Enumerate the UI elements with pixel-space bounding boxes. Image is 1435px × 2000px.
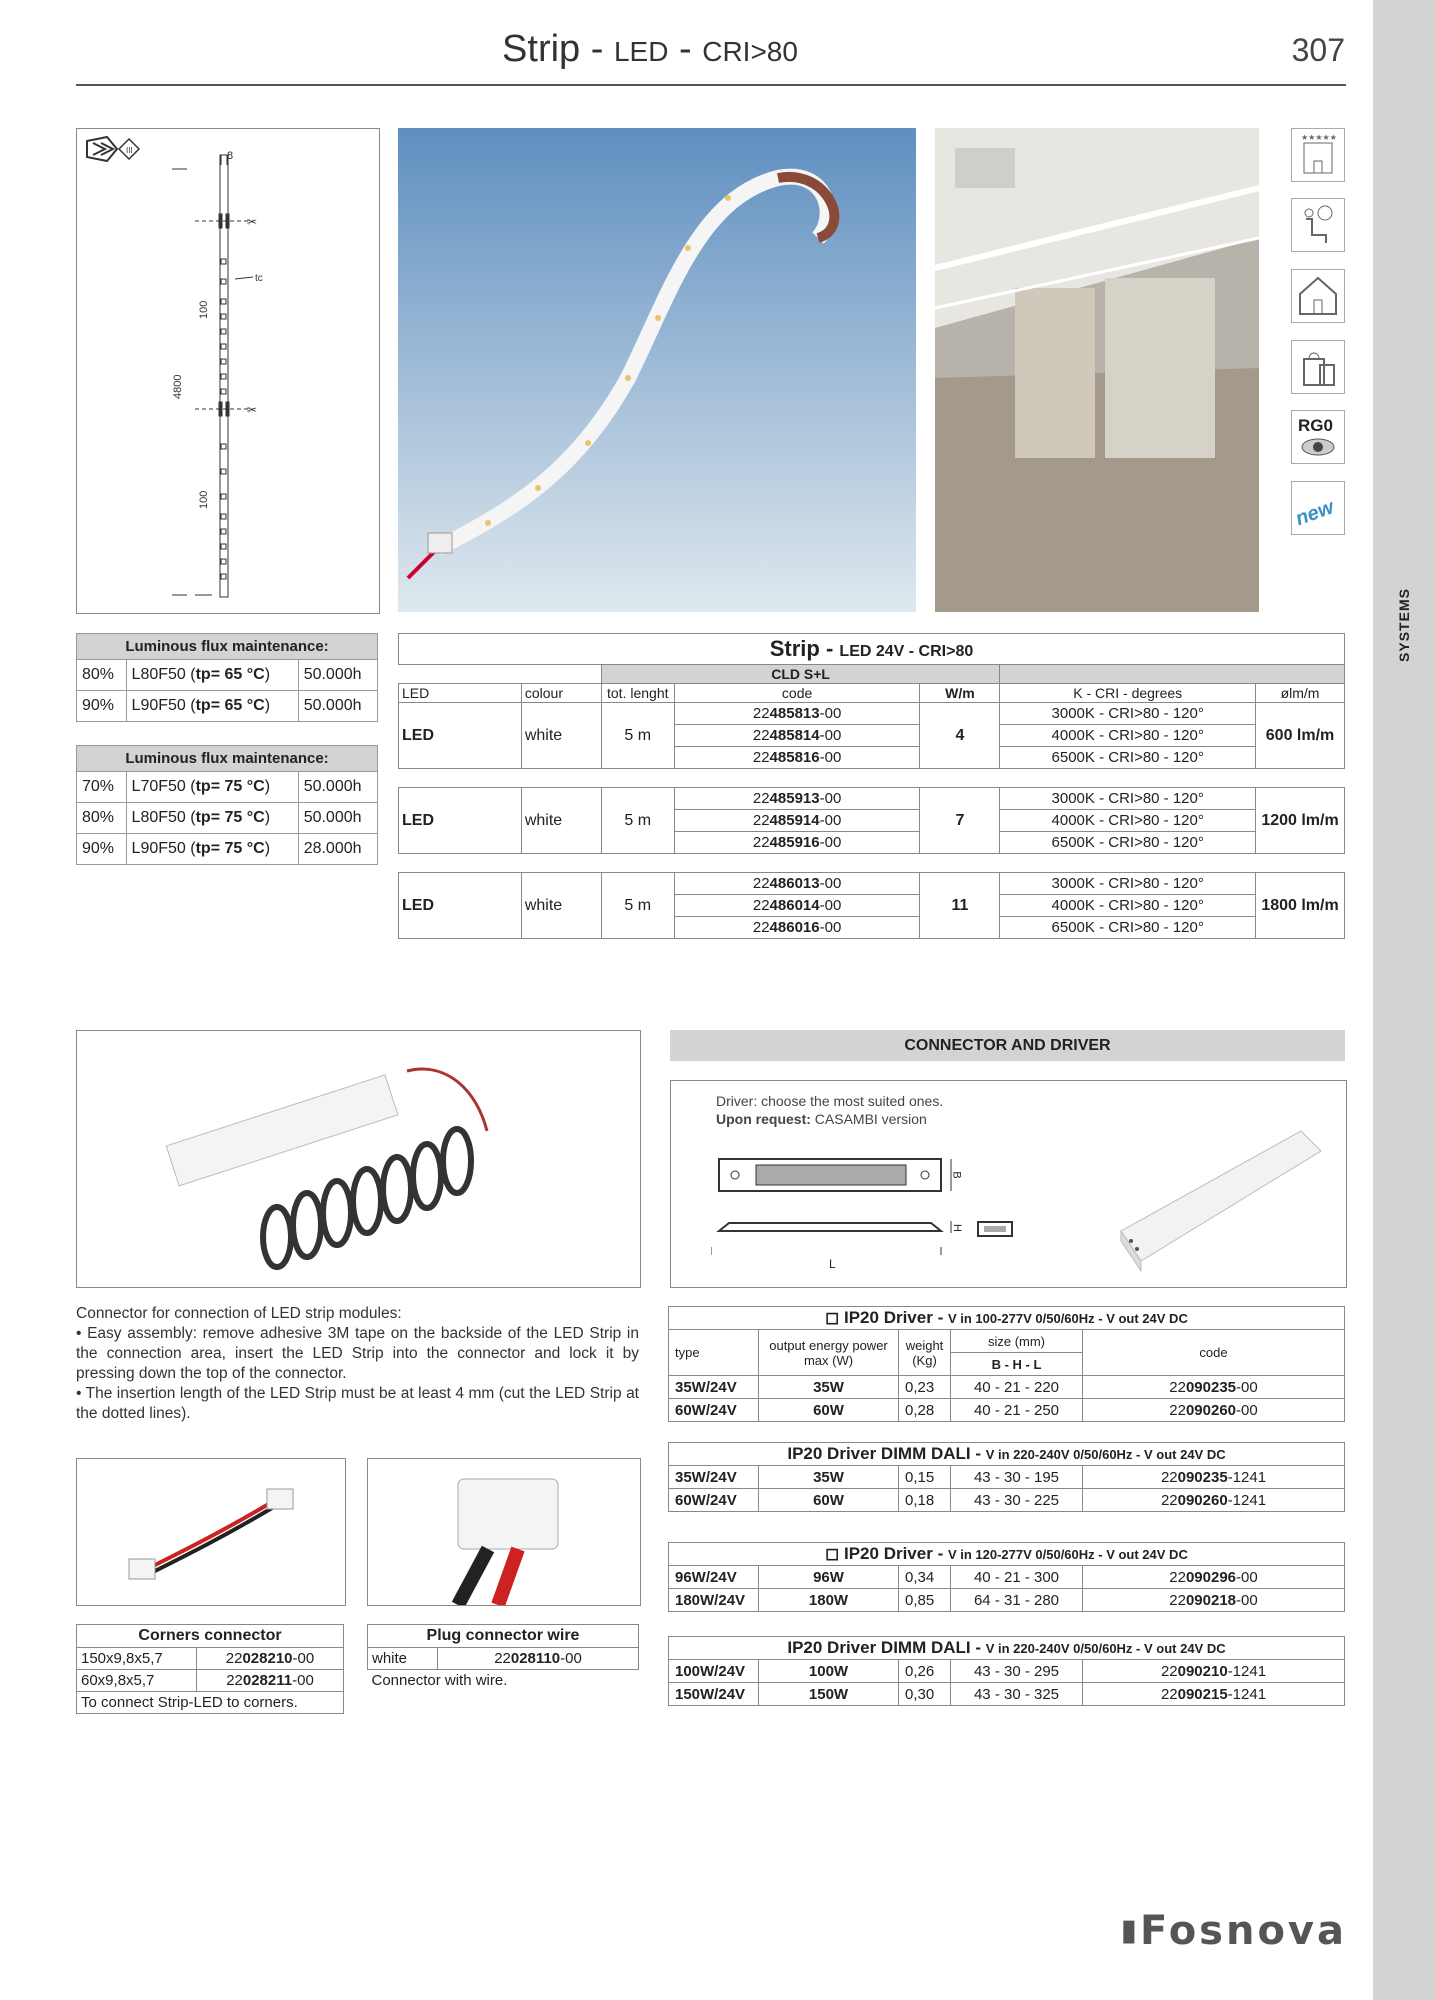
svg-text:III: III xyxy=(126,146,133,155)
brand-logo: ▮Fosnova xyxy=(1120,1908,1347,1954)
driver-table-4: IP20 Driver DIMM DALI - V in 220-240V 0/50/60Hz - V out 24V DC 100W/24V 100W 0,26 43 - 30 - 295 22090210-1241 150W/24V 150W 0,30 43 - 30 - 325 22090215-1241 xyxy=(668,1636,1345,1706)
home-icon xyxy=(1291,269,1345,323)
table-row: 150W/24V 150W 0,30 43 - 30 - 325 22090215-1241 xyxy=(669,1683,1345,1706)
lum-table-2 xyxy=(76,745,378,865)
svg-text:✂: ✂ xyxy=(247,403,258,417)
certification-icon xyxy=(87,137,139,161)
page-number: 307 xyxy=(1291,32,1345,68)
hotel-icon xyxy=(1291,128,1345,182)
table-row: LED white 5 m 22485813-00 4 3000K - CRI>80 - 120° 600 lm/m xyxy=(399,703,1345,725)
table-row: 90% L90F50 (tp= 75 °C) 28.000h xyxy=(77,834,378,865)
table-row: 80% L80F50 (tp= 65 °C) 50.000h xyxy=(77,660,378,691)
plug-table: Plug connector wire white 22028110-00 Connector with wire. xyxy=(367,1624,639,1691)
office-icon xyxy=(1291,198,1345,252)
table-row: 80% L80F50 (tp= 75 °C) 50.000h xyxy=(77,803,378,834)
interior-photo xyxy=(935,128,1259,612)
header-rule xyxy=(76,84,1346,86)
svg-text:★★★★★: ★★★★★ xyxy=(1301,133,1337,142)
request-note: Upon request: CASAMBI version xyxy=(716,1111,927,1127)
brand-mark-icon: ▮ xyxy=(1120,1913,1140,1948)
table-row: 180W/24V 180W 0,85 64 - 31 - 280 22090218-00 xyxy=(669,1589,1345,1612)
lum-title: Luminous flux maintenance: xyxy=(77,634,378,660)
table-row: 22485916-00 6500K - CRI>80 - 120° xyxy=(399,832,1345,854)
shopping-icon xyxy=(1291,340,1345,394)
driver-table-3: ◻ IP20 Driver - V in 120-277V 0/50/60Hz - V out 24V DC 96W/24V 96W 0,34 40 - 21 - 300 22090296-00 180W/24V 180W 0,85 64 - 31 - 280 22090218-00 xyxy=(668,1542,1345,1612)
table-row: 35W/24V 35W 0,15 43 - 30 - 195 22090235-1241 xyxy=(669,1466,1345,1489)
svg-text:✂: ✂ xyxy=(247,215,258,229)
table-row: 60W/24V 60W 0,28 40 - 21 - 250 22090260-00 xyxy=(669,1399,1345,1422)
dim-l: L xyxy=(829,1257,836,1271)
technical-drawing xyxy=(76,128,380,614)
dim-b: B xyxy=(950,1171,963,1179)
strip-table: Strip - LED 24V - CRI>80 CLD S+L LED colour tot. lenght code W/m K - CRI - degrees ølm/m LED white 5 m 22485813-00 4 3000K - CRI>80 - 120° 600 lm/m 22485814-00 4000K - CRI>80 - 120° 22485816-00 6500K - CRI>80 - 120° LED white 5 m 22485913-00 7 3000K - CRI>80 - 120° 1200 lm/m 22485914-00 4000K - CRI>80 - 120° 22485916-00 6500K - CRI>80 - 120° LED white 5 m 22486013-00 11 3000K - CRI>80 - 120° 1800 lm/m 22486014-00 4000K - CRI>80 - 120° 22486016-00 6500K - CRI>80 - 120° xyxy=(398,633,1345,939)
plug-connector-photo xyxy=(367,1458,641,1606)
table-row: 22485814-00 4000K - CRI>80 - 120° xyxy=(399,725,1345,747)
svg-text:RG0: RG0 xyxy=(1298,416,1333,435)
table-row: white 22028110-00 xyxy=(368,1648,639,1670)
strip-table-title: Strip - LED 24V - CRI>80 xyxy=(399,634,1345,665)
driver-drawing xyxy=(670,1080,1347,1288)
table-row: 150x9,8x5,7 22028210-00 xyxy=(77,1648,344,1670)
table-row: 90% L90F50 (tp= 65 °C) 50.000h xyxy=(77,691,378,722)
dim-h: H xyxy=(950,1224,963,1232)
table-row: 22486016-00 6500K - CRI>80 - 120° xyxy=(399,917,1345,939)
table-row: LED white 5 m 22485913-00 7 3000K - CRI>80 - 120° 1200 lm/m xyxy=(399,788,1345,810)
table-row: 22485914-00 4000K - CRI>80 - 120° xyxy=(399,810,1345,832)
corners-connector-photo xyxy=(76,1458,346,1606)
connector-description: Connector for connection of LED strip modules: • Easy assembly: remove adhesive 3M tape on the backside of the LED Strip in the connection area, insert the LED Strip into the connector and lock it by pressing down the top of the connector. • The insertion length of the LED Strip must be at least 4 mm (cut the LED Strip at the dotted lines). xyxy=(76,1305,639,1422)
led-strip-photo xyxy=(398,128,916,612)
table-row: 22486014-00 4000K - CRI>80 - 120° xyxy=(399,895,1345,917)
svg-text:new: new xyxy=(1292,496,1337,531)
new-badge-icon xyxy=(1291,481,1345,535)
section-label: SYSTEMS xyxy=(1396,588,1412,662)
driver-table-1: ◻ IP20 Driver - V in 100-277V 0/50/60Hz - V out 24V DC type output energy power max (W) weight (Kg) size (mm) code B - H - L 35W/24V 35W 0,23 40 - 21 - 220 22090235-00 60W/24V 60W 0,28 40 - 21 - 250 22090260-00 xyxy=(668,1306,1345,1422)
rg0-icon xyxy=(1291,410,1345,464)
dim-100-bottom: 100 xyxy=(198,490,210,509)
connector-photo xyxy=(76,1030,641,1288)
table-row: 96W/24V 96W 0,34 40 - 21 - 300 22090296-00 xyxy=(669,1566,1345,1589)
dim-tc: tc xyxy=(255,273,263,284)
table-row: 22485816-00 6500K - CRI>80 - 120° xyxy=(399,747,1345,769)
table-row: 60W/24V 60W 0,18 43 - 30 - 225 22090260-1241 xyxy=(669,1489,1345,1512)
driver-note: Driver: choose the most suited ones. xyxy=(716,1093,944,1109)
dim-4800: 4800 xyxy=(172,374,184,399)
section-header: CONNECTOR AND DRIVER xyxy=(670,1030,1345,1061)
side-tab xyxy=(1373,0,1435,2000)
dim-100-top: 100 xyxy=(198,300,210,319)
lum-table-1 xyxy=(76,633,378,722)
dim-8: 8 xyxy=(227,150,234,162)
lum-title: Luminous flux maintenance: xyxy=(77,746,378,772)
driver-table-2: IP20 Driver DIMM DALI - V in 220-240V 0/50/60Hz - V out 24V DC 35W/24V 35W 0,15 43 - 30 - 195 22090235-1241 60W/24V 60W 0,18 43 - 30 - 225 22090260-1241 xyxy=(668,1442,1345,1512)
corners-table: Corners connector 150x9,8x5,7 22028210-00 60x9,8x5,7 22028211-00 To connect Strip-LED to corners. xyxy=(76,1624,344,1714)
cut-marks xyxy=(172,155,257,595)
table-row: 60x9,8x5,7 22028211-00 xyxy=(77,1670,344,1692)
page-title: Strip - LED - CRI>80 xyxy=(502,28,798,70)
table-row: LED white 5 m 22486013-00 11 3000K - CRI>80 - 120° 1800 lm/m xyxy=(399,873,1345,895)
table-row: 35W/24V 35W 0,23 40 - 21 - 220 22090235-00 xyxy=(669,1376,1345,1399)
table-row: 100W/24V 100W 0,26 43 - 30 - 295 22090210-1241 xyxy=(669,1660,1345,1683)
table-row: 70% L70F50 (tp= 75 °C) 50.000h xyxy=(77,772,378,803)
